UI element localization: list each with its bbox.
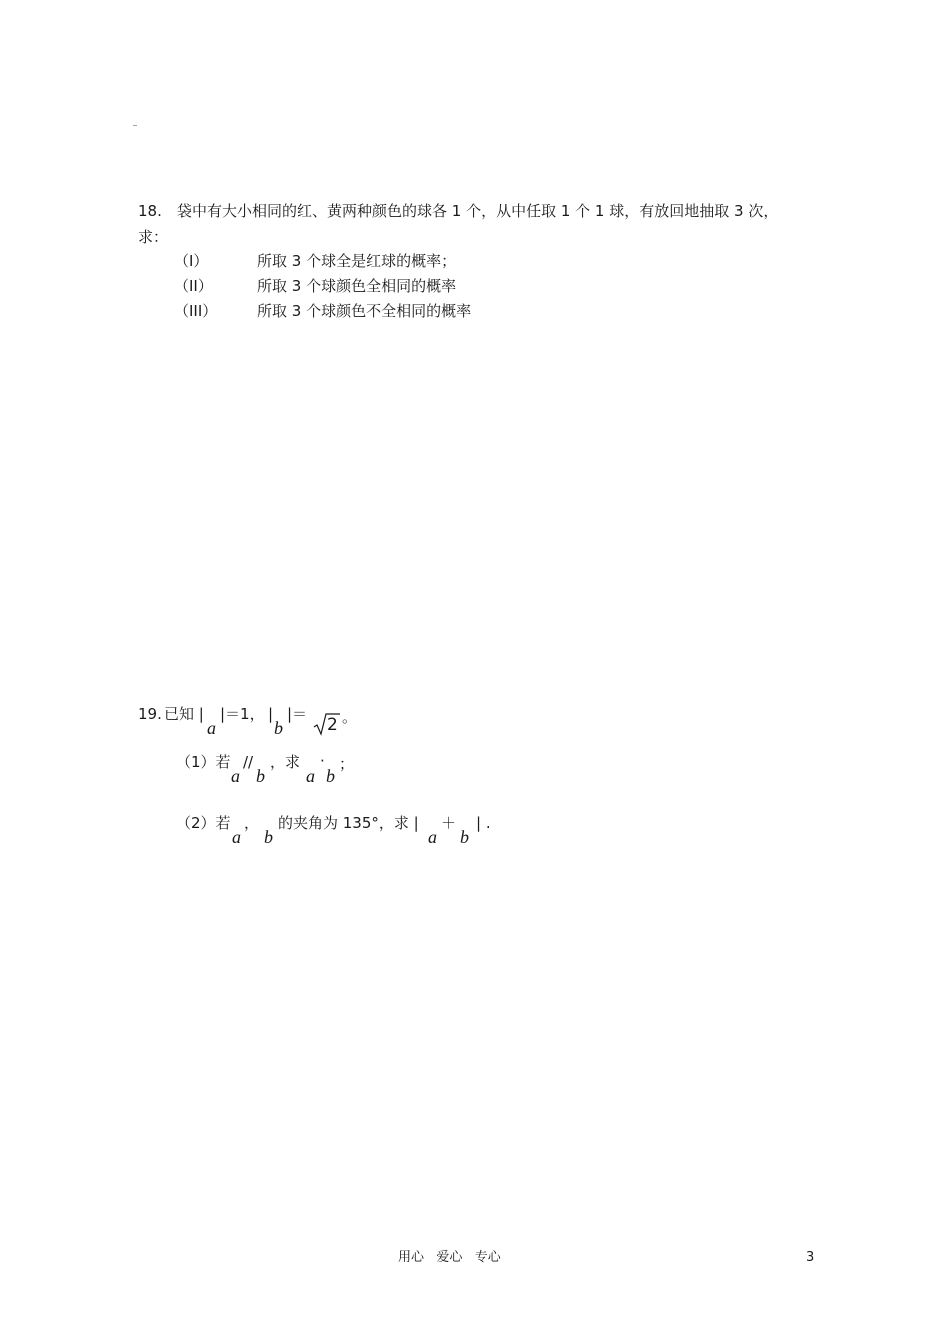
- q19-p2-angle-text: 的夹角为 135°，求 |: [278, 814, 419, 832]
- q19-p1-dot: ·: [320, 752, 325, 770]
- q19-number: 19.: [138, 705, 162, 723]
- q19-p2-plus: ＋: [441, 814, 457, 832]
- q18-text-line1: 袋中有大小相同的红、黄两种颜色的球各 1 个，从中任取 1 个 1 球，有放回地抽取 3 次，: [177, 202, 779, 220]
- q18-item-1-label: （I）: [174, 252, 209, 270]
- q19-period: 。: [342, 708, 358, 726]
- q18-item-3-text: 所取 3 个球颜色不全相同的概率: [257, 302, 472, 320]
- q18-item-2-label: （II）: [174, 277, 213, 295]
- q19-p1-dot-a: a: [306, 766, 315, 786]
- q19-p1-dot-b: b: [326, 766, 335, 786]
- q18-item-3-label: （III）: [174, 302, 218, 320]
- q19-p1-vector-b: b: [256, 766, 265, 786]
- q19-p1-vector-a: a: [231, 766, 240, 786]
- q19-vector-a: a: [207, 718, 216, 738]
- q19-eq1: |＝1，: [220, 705, 265, 723]
- q19-p1-parallel: //: [243, 753, 254, 771]
- q19-p2-vector-b: b: [264, 827, 273, 847]
- footer-motto: 用心 爱心 专心: [398, 1250, 501, 1265]
- q19-intro: 已知 |: [164, 705, 204, 723]
- q19-p2-sum-b: b: [460, 827, 469, 847]
- q19-p2-vector-a: a: [232, 827, 241, 847]
- q18-item-2-text: 所取 3 个球颜色全相同的概率: [257, 277, 457, 295]
- q19-p1-label: （1）若: [176, 753, 231, 771]
- q18-text-line2: 求：: [138, 228, 169, 246]
- sqrt-argument: 2: [327, 715, 338, 735]
- page-number: 3: [806, 1250, 815, 1265]
- q19-eq2: |＝: [287, 705, 308, 723]
- q19-p2-end: | .: [476, 814, 491, 832]
- q19-p1-end: ；: [339, 755, 355, 773]
- q19-p2-comma: ，: [244, 814, 260, 832]
- q18-number: 18.: [138, 202, 162, 220]
- q19-p2-label: （2）若: [176, 814, 231, 832]
- q18-item-1-text: 所取 3 个球全是红球的概率；: [257, 252, 457, 270]
- q19-vector-b: b: [274, 718, 283, 738]
- q19-p1-ask: ，求: [270, 753, 301, 771]
- decorative-mark: [133, 125, 137, 126]
- q19-p2-sum-a: a: [428, 827, 437, 847]
- q19-bar: |: [268, 705, 274, 723]
